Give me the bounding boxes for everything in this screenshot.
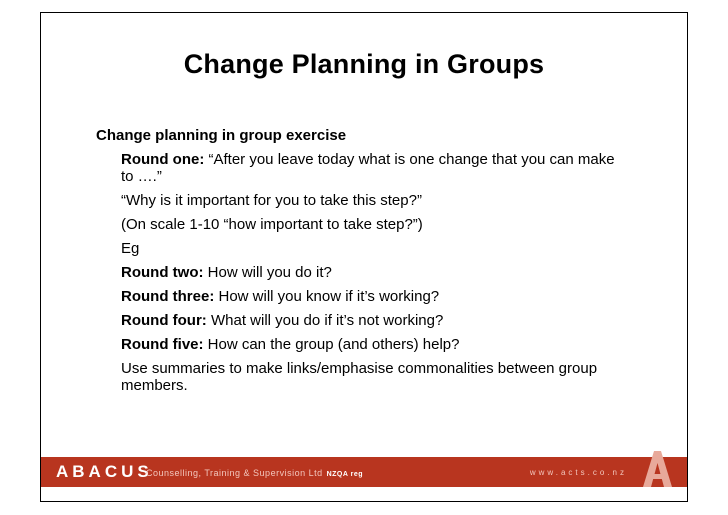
exercise-heading: Change planning in group exercise [96, 127, 347, 144]
bullet-scale [121, 216, 616, 233]
footer-band [41, 457, 687, 487]
abacus-wordmark: ABACUS [56, 462, 153, 481]
nzqa-badge: NZQA reg [326, 471, 364, 478]
round-text: Use summaries to make links/emphasise commonalities between group members. [121, 360, 598, 394]
bullet-why-important [121, 192, 616, 209]
round-text: “After you leave today what is one change that you can make to ….” [121, 151, 615, 185]
round-label: Round one: [121, 151, 205, 168]
bullet-round-three [121, 288, 616, 305]
round-text: (On scale 1-10 “how important to take step?”) [121, 216, 423, 233]
website-url: www.acts.co.nz [529, 468, 627, 477]
slide [40, 12, 688, 502]
round-text: Eg [121, 240, 140, 257]
bullet-eg [121, 240, 616, 257]
round-label: Round three: [121, 288, 215, 305]
round-label: Round four: [121, 312, 207, 329]
slide-title: Change Planning in Groups [183, 49, 545, 79]
round-text: How can the group (and others) help? [203, 336, 460, 353]
round-text: How will you know if it’s working? [214, 288, 440, 305]
bullet-round-five [121, 336, 616, 353]
round-text: How will you do it? [203, 264, 332, 281]
bullet-round-two [121, 264, 616, 281]
bullet-round-four [121, 312, 616, 329]
round-label: Round five: [121, 336, 204, 353]
round-label: Round two: [121, 264, 204, 281]
tagline-text: Counselling, Training & Supervision Ltd [146, 468, 323, 478]
round-text: What will you do if it’s not working? [206, 312, 444, 329]
slide-content [96, 127, 616, 401]
company-tagline [146, 467, 363, 481]
bullet-round-one [121, 151, 616, 185]
bullet-summaries [121, 360, 616, 394]
round-text: “Why is it important for you to take this step?” [121, 192, 422, 209]
abacus-a-logo-icon [639, 451, 675, 487]
